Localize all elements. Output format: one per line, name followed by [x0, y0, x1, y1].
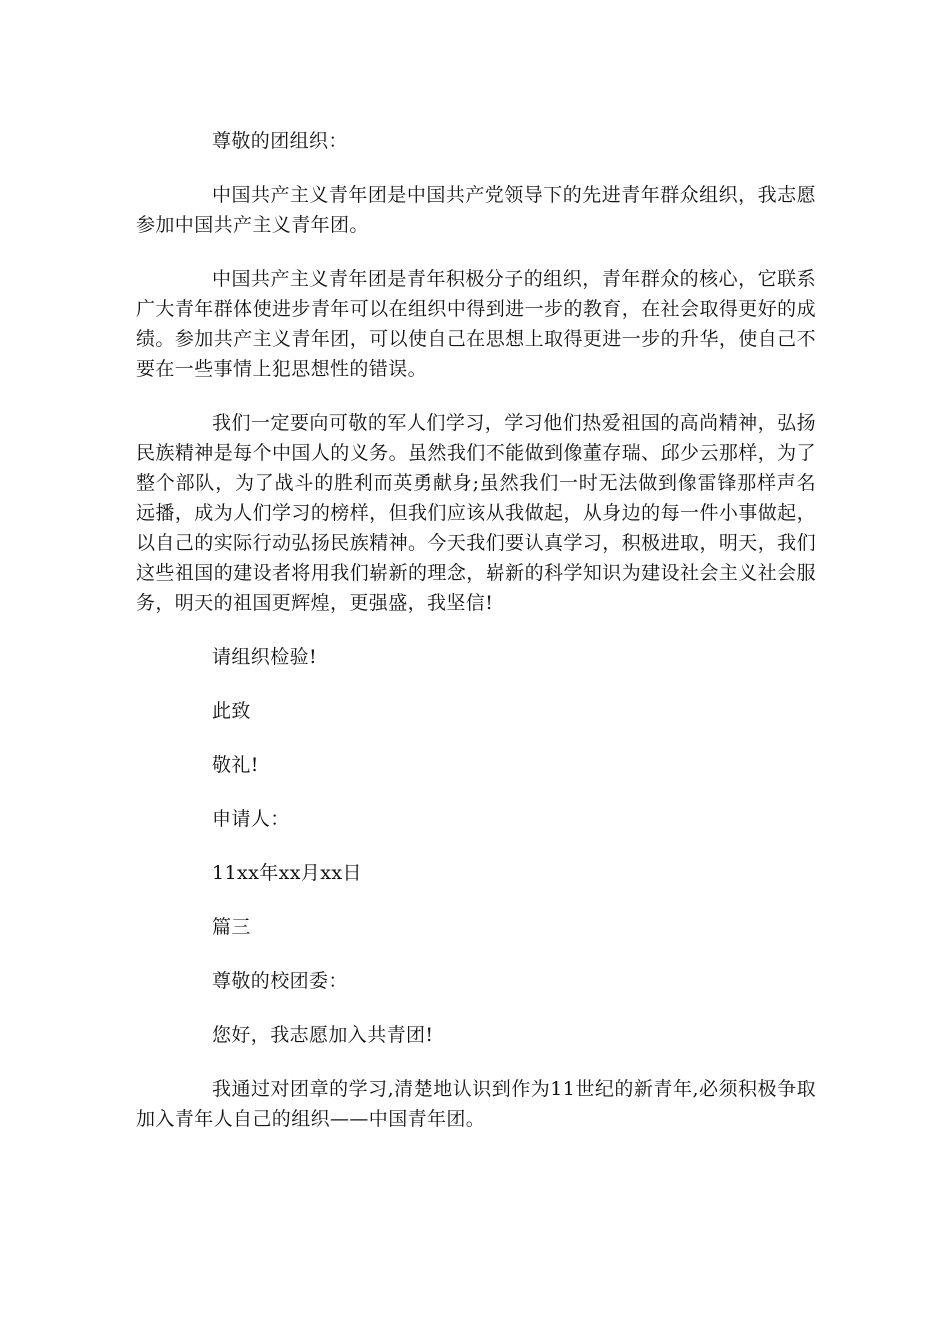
- closing-line: 此致: [212, 700, 251, 722]
- greeting-line: 您好，我志愿加入共青团!: [212, 1024, 434, 1046]
- paragraph: 中国共产主义青年团是中国共产党领导下的先进青年群众组织，我志愿参加中国共产主义青年团。: [136, 184, 816, 236]
- section-title: 篇三: [212, 916, 251, 938]
- date-line: 11xx年xx月xx日: [212, 862, 362, 884]
- salutation: 尊敬的校团委：: [212, 970, 348, 992]
- paragraph: 我们一定要向可敬的军人们学习，学习他们热爱祖国的高尚精神，弘扬民族精神是每个中国人的义务。虽然我们不能做到像董存瑞、邱少云那样，为了整个部队，为了战斗的胜利而英勇献身;虽然我们一时无法做到像雷锋那样声名远播，成为人们学习的榜样，但我们应该从我做起，从身边的每一件小事做起，以自己的实际行动弘扬民族精神。今天我们要认真学习，积极进取，明天，我们这些祖国的建设者将用我们崭新的理念，崭新的科学知识为建设社会主义社会服务，明天的祖国更辉煌，更强盛，我坚信!: [136, 412, 816, 614]
- closing-line: 敬礼!: [212, 754, 259, 776]
- applicant-line: 申请人：: [212, 808, 290, 830]
- paragraph: 中国共产主义青年团是青年积极分子的组织，青年群众的核心，它联系广大青年群体使进步青年可以在组织中得到进一步的教育，在社会取得更好的成绩。参加共产主义青年团，可以使自己在思想上取得更进一步的升华，使自己不要在一些事情上犯思想性的错误。: [136, 268, 816, 380]
- salutation: 尊敬的团组织：: [212, 130, 348, 152]
- paragraph: 我通过对团章的学习,清楚地认识到作为11世纪的新青年,必须积极争取加入青年人自己的组织——中国青年团。: [136, 1078, 816, 1130]
- letter-body: [136, 126, 816, 1158]
- closing-line: 请组织检验!: [212, 646, 318, 668]
